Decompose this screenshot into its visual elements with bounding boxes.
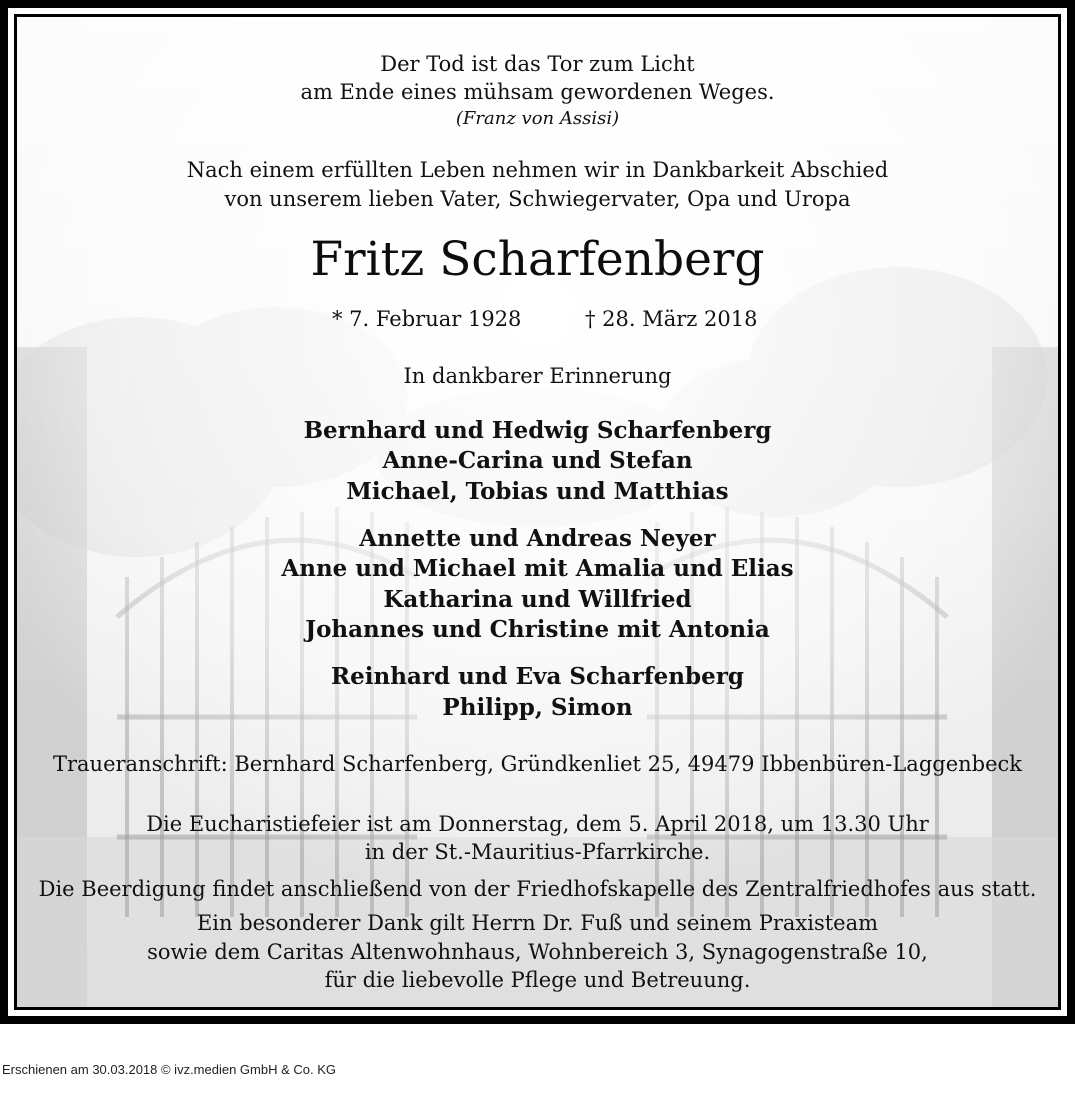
remembrance-line: In dankbarer Erinnerung <box>403 364 672 388</box>
thanks-line-2: sowie dem Caritas Altenwohnhaus, Wohnbereich 3, Synagogenstraße 10, <box>147 940 928 964</box>
quote-line-2: am Ende eines mühsam gewordenen Weges. <box>300 80 775 104</box>
notice-inner-frame <box>14 14 1061 1010</box>
quote-source: (Franz von Assisi) <box>455 108 620 129</box>
family-1-line-3: Michael, Tobias und Matthias <box>346 478 729 505</box>
family-2-line-1: Annette und Andreas Neyer <box>359 525 716 552</box>
birth-date: * 7. Februar 1928 <box>332 307 522 331</box>
intro-line-2: von unserem lieben Vater, Schwiegervater, Opa und Uropa <box>224 187 851 211</box>
thanks-line-1: Ein besonderer Dank gilt Herrn Dr. Fuß und seinem Praxisteam <box>196 911 879 935</box>
quote-line-1: Der Tod ist das Tor zum Licht <box>380 52 695 76</box>
mourning-address: Traueranschrift: Bernhard Scharfenberg, Gründkenliet 25, 49479 Ibbenbüren-Laggenbeck <box>52 752 1023 776</box>
service-line-2: in der St.-Mauritius-Pfarrkirche. <box>364 840 711 864</box>
family-1-line-1: Bernhard und Hedwig Scharfenberg <box>303 417 772 444</box>
thanks-line-3: für die liebevolle Pflege und Betreuung. <box>324 968 751 992</box>
family-1-line-2: Anne-Carina und Stefan <box>382 447 693 474</box>
death-date: † 28. März 2018 <box>585 307 758 331</box>
burial-line: Die Beerdigung findet anschließend von der Friedhofskapelle des Zentralfriedhofes aus statt. <box>38 877 1037 901</box>
intro-line-1: Nach einem erfüllten Leben nehmen wir in Dankbarkeit Abschied <box>186 158 889 182</box>
family-2-line-2: Anne und Michael mit Amalia und Elias <box>281 555 794 582</box>
family-3-line-1: Reinhard und Eva Scharfenberg <box>331 663 744 690</box>
notice-content <box>17 17 1058 1007</box>
service-line-1: Die Eucharistiefeier ist am Donnerstag, dem 5. April 2018, um 13.30 Uhr <box>146 812 929 836</box>
publication-footer: Erschienen am 30.03.2018 © ivz.medien GmbH & Co. KG <box>2 1062 337 1077</box>
family-2-line-3: Katharina und Willfried <box>383 586 692 613</box>
deceased-name: Fritz Scharfenberg <box>310 232 765 287</box>
family-2-line-4: Johannes und Christine mit Antonia <box>305 616 770 643</box>
family-3-line-2: Philipp, Simon <box>442 694 633 721</box>
